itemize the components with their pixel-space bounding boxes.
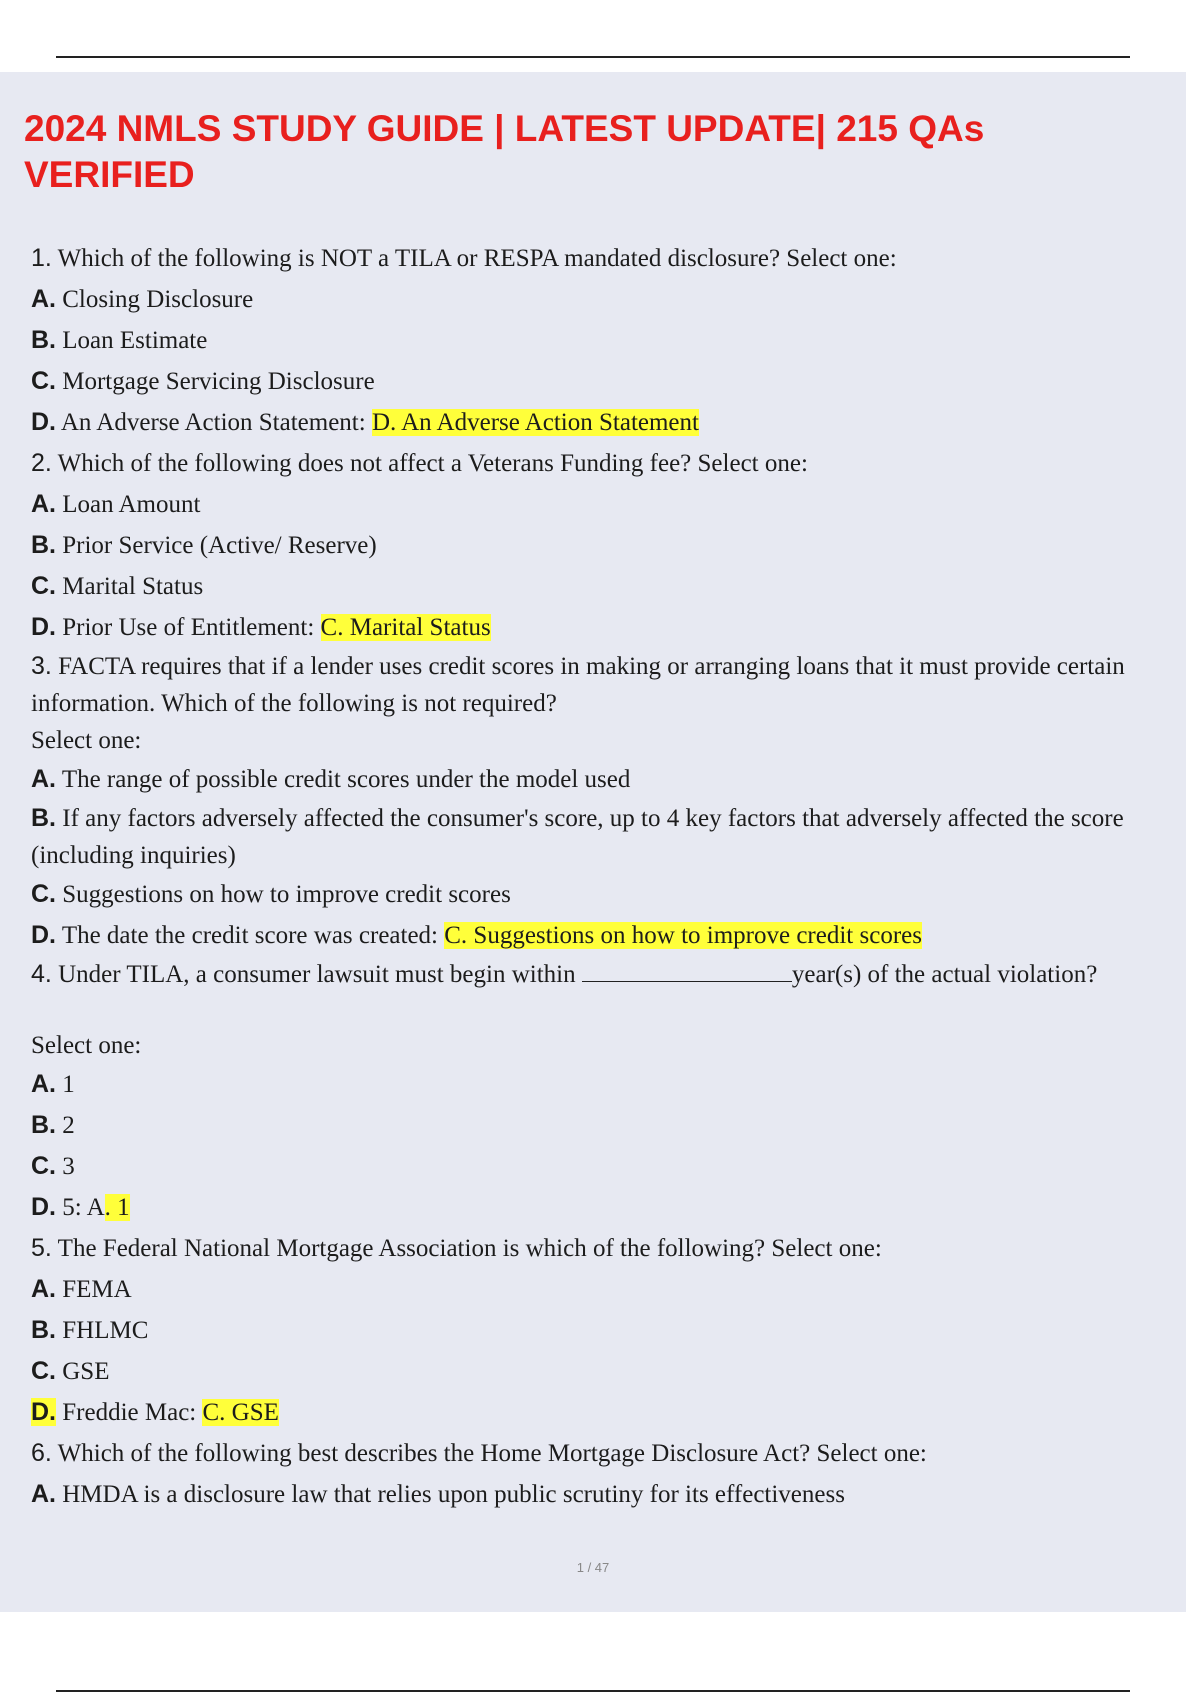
question-number: 5.: [31, 1234, 52, 1262]
bottom-rule: [56, 1690, 1130, 1692]
option-b: [31, 1310, 1141, 1351]
option-letter: C.: [31, 1152, 56, 1180]
question-text: The Federal National Mortgage Association is which of the following? Select one:: [57, 1235, 882, 1262]
option-letter: B.: [31, 804, 56, 832]
answer-highlight: C. Suggestions on how to improve credit scores: [444, 922, 922, 949]
option-letter: C.: [31, 367, 56, 395]
option-text: Prior Use of Entitlement:: [62, 614, 315, 641]
option-text: 1: [62, 1071, 75, 1098]
option-text: Mortgage Servicing Disclosure: [62, 368, 375, 395]
option-letter: D.: [31, 613, 56, 641]
question-text-end: year(s) of the actual violation?: [791, 961, 1098, 988]
option-text: 3: [62, 1153, 75, 1180]
option-text: If any factors adversely affected the consumer's score, up to 4 key factors that adversely affected the score (including inquiries): [31, 805, 1124, 869]
option-letter: B.: [31, 326, 56, 354]
option-d: [31, 915, 1141, 956]
option-letter: D.: [31, 921, 56, 949]
option-b: [31, 525, 1141, 566]
question-number: 1.: [31, 244, 52, 272]
fill-in-blank: [582, 961, 792, 982]
select-one-label: Select one:: [31, 1032, 142, 1059]
option-c: [31, 566, 1141, 607]
option-text: Loan Amount: [62, 491, 201, 518]
option-d: [31, 402, 1141, 443]
option-letter: D.: [31, 408, 56, 436]
option-a: [31, 279, 1141, 320]
option-c: [31, 1146, 1141, 1187]
option-text: Loan Estimate: [62, 327, 208, 354]
select-one-label: Select one:: [31, 727, 142, 754]
page-title: 2024 NMLS STUDY GUIDE | LATEST UPDATE| 215 QAs VERIFIED: [24, 108, 985, 195]
answer-highlight: . 1: [104, 1194, 130, 1221]
question-text: FACTA requires that if a lender uses credit scores in making or arranging loans that it must provide certain information. Which of the following is not required?: [31, 653, 1125, 717]
option-c: [31, 874, 1141, 915]
question-text: Under TILA, a consumer lawsuit must begin within: [58, 961, 576, 988]
option-letter: D.: [31, 1398, 56, 1426]
option-text: Marital Status: [62, 573, 204, 600]
option-letter: B.: [31, 1111, 56, 1139]
option-text: FEMA: [62, 1276, 132, 1303]
question-3: [31, 648, 1141, 722]
option-text: GSE: [62, 1358, 110, 1385]
question-4: [31, 956, 1141, 993]
option-letter: C.: [31, 1357, 56, 1385]
question-5: [31, 1228, 1141, 1269]
option-letter: C.: [31, 572, 56, 600]
option-a: [31, 1474, 1141, 1515]
answer-highlight: D. An Adverse Action Statement: [371, 409, 699, 436]
question-text: Which of the following is NOT a TILA or RESPA mandated disclosure? Select one:: [57, 245, 897, 272]
option-letter: A.: [31, 285, 56, 313]
option-text: Prior Service (Active/ Reserve): [62, 532, 377, 559]
option-text: The date the credit score was created:: [61, 922, 438, 949]
option-d: [31, 1392, 1141, 1433]
spacer: [31, 993, 1141, 1027]
question-6: [31, 1433, 1141, 1474]
option-letter: A.: [31, 1070, 56, 1098]
option-c: [31, 1351, 1141, 1392]
page-indicator: 1 / 47: [576, 1560, 610, 1575]
question-text: Which of the following best describes the Home Mortgage Disclosure Act? Select one:: [57, 1440, 927, 1467]
question-number: 3.: [31, 652, 52, 680]
question-list: [31, 238, 1141, 1515]
option-b: [31, 800, 1141, 874]
option-letter: A.: [31, 490, 56, 518]
option-letter: A.: [31, 1275, 56, 1303]
option-text: Freddie Mac:: [62, 1399, 197, 1426]
option-a: [31, 759, 1141, 800]
option-a: [31, 484, 1141, 525]
option-letter: B.: [31, 531, 56, 559]
option-text: Closing Disclosure: [62, 286, 254, 313]
option-text: HMDA is a disclosure law that relies upon public scrutiny for its effectiveness: [62, 1481, 845, 1508]
option-letter: C.: [31, 880, 56, 908]
option-letter: B.: [31, 1316, 56, 1344]
option-b: [31, 1105, 1141, 1146]
question-2: [31, 443, 1141, 484]
answer-prefix: A: [86, 1194, 105, 1221]
document-page: [0, 72, 1186, 1612]
option-text: Suggestions on how to improve credit scores: [62, 881, 511, 908]
option-letter: A.: [31, 1480, 56, 1508]
option-a: [31, 1064, 1141, 1105]
option-text: The range of possible credit scores under the model used: [61, 766, 631, 793]
option-d: [31, 1187, 1141, 1228]
top-rule: [56, 56, 1130, 58]
option-a: [31, 1269, 1141, 1310]
question-number: 2.: [31, 449, 52, 477]
answer-highlight: C. Marital Status: [320, 614, 491, 641]
option-c: [31, 361, 1141, 402]
question-number: 6.: [31, 1439, 52, 1467]
option-d: [31, 607, 1141, 648]
question-number: 4.: [31, 960, 52, 988]
question-1: [31, 238, 1141, 279]
question-text: Which of the following does not affect a Veterans Funding fee? Select one:: [57, 450, 808, 477]
option-text: 5:: [62, 1194, 82, 1221]
option-text: An Adverse Action Statement:: [60, 409, 366, 436]
answer-highlight: C. GSE: [202, 1399, 279, 1426]
option-letter: A.: [31, 765, 56, 793]
option-text: 2: [62, 1112, 75, 1139]
option-text: FHLMC: [62, 1317, 149, 1344]
option-b: [31, 320, 1141, 361]
option-letter: D.: [31, 1193, 56, 1221]
